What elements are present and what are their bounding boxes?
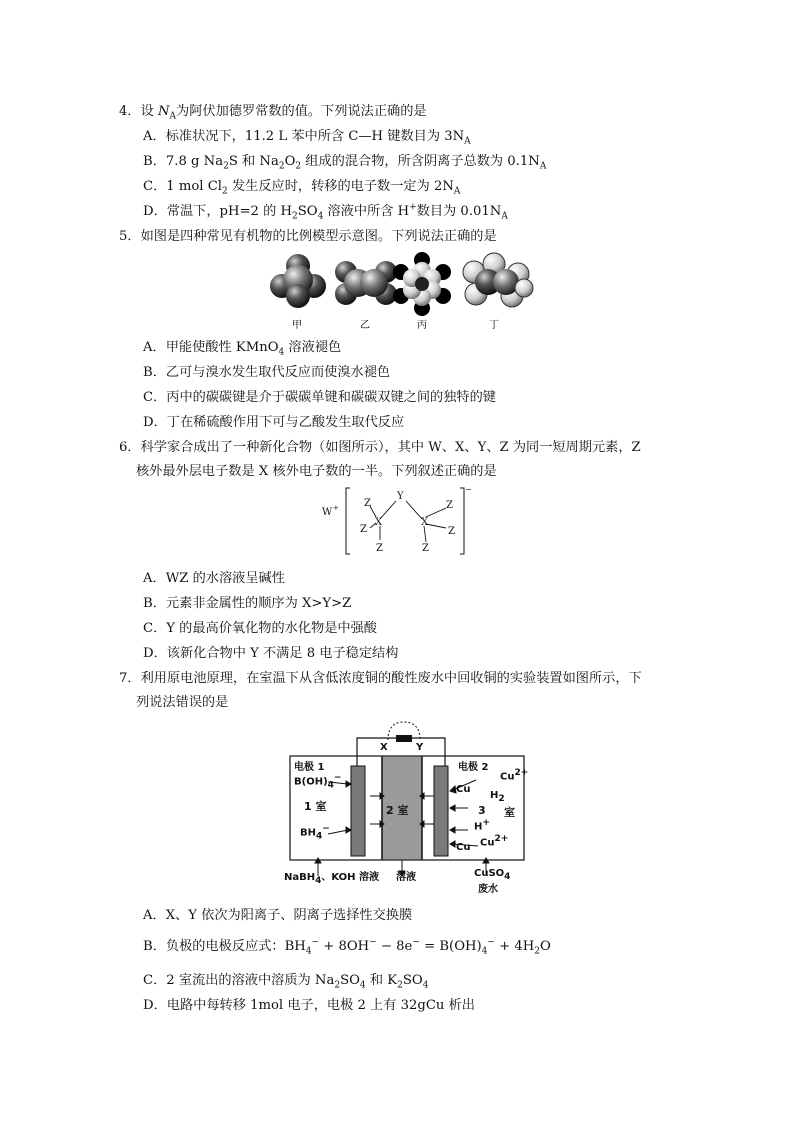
q7-option-a: A．X、Y 依次为阳离子、阴离子选择性交换膜 [143, 908, 413, 923]
molecule-models-figure [262, 250, 542, 332]
room-1-label: 1 室 [304, 800, 327, 813]
struct-z-6: Z [422, 543, 429, 554]
q4-stem: 4．设 $N_A$为阿伏加德罗常数的值。下列说法正确的是 [119, 104, 427, 122]
outlet-solution-label: 溶液 [396, 872, 416, 883]
struct-x-left: X [375, 517, 383, 528]
label-bing: 丙 [417, 320, 427, 331]
model-yi-ethylene [335, 261, 397, 305]
q6-stem-line1: 6．科学家合成出了一种新化合物（如图所示），其中 W、X、Y、Z 为同一短周期元素，Z [119, 440, 641, 455]
q6-option-b: B．元素非金属性的顺序为 X>Y>Z [143, 596, 352, 611]
q7-cell-diagram [278, 718, 540, 895]
struct-z-4: Z [446, 500, 453, 511]
q4-option-b: B．7.8 g $Na_2S$ 和 $Na_2O_2$ 组成的混合物，所含阴离子总数为 $0.1N_A$ [143, 154, 547, 172]
q7-option-c: C．2 室流出的溶液中溶质为 $Na_2SO_4$ 和 $K_2SO_4$ [143, 973, 429, 991]
q5-option-d: D．丁在稀硫酸作用下可与乙酸发生取代反应 [143, 415, 405, 430]
electrode-1-label: 电极 1 [294, 762, 325, 773]
bh4-label: $BH_4^-$ [300, 824, 330, 842]
q6-option-d: D．该新化合物中 Y 不满足 8 电子稳定结构 [143, 646, 399, 661]
q6-stem-line2: 核外最外层电子数是 X 核外电子数的一半。下列叙述正确的是 [136, 464, 497, 479]
q5-option-a: A．甲能使酸性 KMnO$_4$ 溶液褪色 [143, 340, 342, 358]
cu2plus-label-bottom: $Cu^{2+}$ [480, 834, 509, 849]
struct-z-1: Z [364, 498, 371, 509]
struct-z-2: Z [360, 524, 367, 535]
label-yi: 乙 [360, 320, 370, 331]
boh4-label: $B(OH)_4^-$ [294, 773, 342, 791]
q5-stem: 5．如图是四种常见有机物的比例模型示意图。下列说法正确的是 [119, 229, 497, 244]
q5-option-b: B．乙可与溴水发生取代反应而使溴水褪色 [143, 365, 391, 380]
q7-option-b: B．负极的电极反应式：$BH_4^- + 8OH^- - 8e^- = B(OH)_4^- + 4H_2O$ [143, 937, 551, 957]
q7-option-d: D．电路中每转移 1mol 电子，电极 2 上有 32gCu 析出 [143, 998, 475, 1013]
model-bing-benzene [393, 252, 451, 316]
membrane-x-label: X [380, 742, 388, 753]
q6-option-a: A．WZ 的水溶液呈碱性 [143, 571, 285, 586]
room-2-label: 2 室 [386, 804, 409, 817]
q7-stem-line2: 列说法错误的是 [136, 695, 229, 710]
electrode-2-label: 电极 2 [458, 762, 489, 773]
q6-option-c: C．Y 的最高价氧化物的水化物是中强酸 [143, 621, 377, 636]
cu-label-bottom: Cu [456, 842, 471, 853]
hplus-label: H+ [474, 818, 490, 833]
inlet-naBH4-koh-label: NaBH$_4$、KOH 溶液 [284, 872, 380, 886]
struct-x-right: X [421, 517, 429, 528]
q7-stem-line1: 7．利用原电池原理，在室温下从含低浓度铜的酸性废水中回收铜的实验装置如图所示，下 [119, 671, 642, 686]
q6-structure-diagram [318, 484, 478, 558]
label-ding: 丁 [489, 320, 499, 331]
q4-option-c: C．1 mol $Cl_2$ 发生反应时，转移的电子数一定为 $2N_A$ [143, 179, 461, 197]
struct-z-3: Z [376, 543, 383, 554]
struct-y: Y [397, 491, 404, 502]
q4-option-a: A．标准状况下，11.2 L 苯中所含 C—H 键数目为 $3N_A$ [143, 129, 471, 147]
h2-label: $H_2$ [490, 790, 505, 804]
struct-w: W [322, 507, 333, 518]
q4-option-d: D．常温下，pH=2 的 $H_2SO_4$ 溶液中所含 H+数目为 $0.01N_A$ [143, 202, 508, 222]
room-3-number: 3 [478, 804, 486, 817]
membrane-y-label: Y [416, 742, 424, 753]
q5-option-c: C．丙中的碳碳键是介于碳碳单键和碳碳双键之间的独特的键 [143, 390, 496, 405]
inlet-cuso4-label: CuSO$_4$ [474, 868, 511, 882]
label-jia: 甲 [292, 320, 302, 331]
struct-w-charge: + [333, 504, 339, 512]
cu2plus-label-top: $Cu^{2+}$ [500, 768, 529, 783]
struct-z-5: Z [448, 526, 455, 537]
inlet-wastewater-label: 废水 [478, 884, 498, 895]
model-jia-methane [270, 254, 326, 308]
room-3-label: 室 [504, 806, 515, 819]
model-ding-ethanol [463, 253, 533, 307]
struct-minus: − [465, 485, 472, 494]
cu-label-top: Cu [456, 784, 471, 795]
